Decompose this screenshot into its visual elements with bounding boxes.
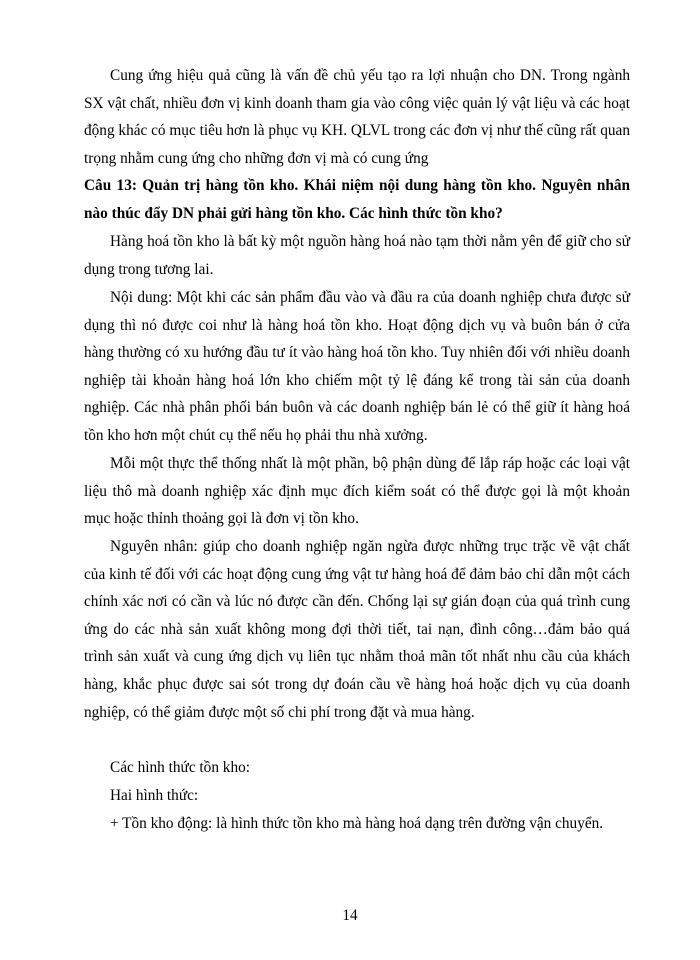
page-number: 14 [342, 907, 358, 924]
paragraph-inventory-definition: Hàng hoá tồn kho là bất kỳ một nguồn hàng hoá nào tạm thời nằm yên để giữ cho sử dụng trong tương lai. [84, 233, 630, 278]
paragraph-content: Nội dung: Một khi các sản phẩm đầu vào và đầu ra của doanh nghiệp chưa được sử dụng thì nó được coi như là hàng hoá tồn kho. Hoạt động dịch vụ và buôn bán ở cửa hàng thường có xu hướng đầu tư ít vào hàng hoá tồn kho. Tuy nhiên đối với nhiều doanh nghiệp tài khoản hàng hoá lớn kho chiếm một tỷ lệ đáng kể trong tài sản của doanh nghiệp. Các nhà phân phối bán buôn và các doanh nghiệp bán lẻ có thể giữ ít hàng hoá tồn kho hơn một chút cụ thể nếu họ phải thu nhà xưởng. [84, 289, 630, 444]
paragraph-inventory-unit: Mỗi một thực thể thống nhất là một phần, bộ phận dùng để lắp ráp hoặc các loại vật liệu thô mà doanh nghiệp xác định mục đích kiểm soát có thể được gọi là một khoản mục hoặc thỉnh thoảng gọi là đơn vị tồn kho. [84, 455, 630, 528]
paragraph-reasons: Nguyên nhân: giúp cho doanh nghiệp ngăn ngừa được những trục trặc về vật chất của kinh tế đối với các hoạt động cung ứng vật tư hàng hoá để đảm bảo chỉ dẫn một cách chính xác nơi có cần và lúc nó được cần đến. Chống lại sự gián đoạn của quá trình cung ứng do các nhà sản xuất không mong đợi thời tiết, tai nạn, đình công…đảm bảo quá trình sản xuất và cung ứng dịch vụ liên tục nhằm thoả mãn tốt nhất nhu cầu của khách hàng, khắc phục được sai sót trong dự đoán cầu về hàng hoá hoặc dịch vụ của doanh nghiệp, có thể giảm được một số chi phí trong đặt và mua hàng. [84, 538, 630, 721]
paragraph-two-forms: Hai hình thức: [110, 787, 199, 804]
paragraph-supply-efficiency: Cung ứng hiệu quả cũng là vấn đề chủ yếu tạo ra lợi nhuận cho DN. Trong ngành SX vật chất, nhiều đơn vị kinh doanh tham gia vào công việc quản lý vật liệu và các hoạt động khác có mục tiêu hơn là phục vụ KH. QLVL trong các đơn vị như thế cũng rất quan trọng nhằm cung ứng cho những đơn vị mà có cung ứng [84, 67, 630, 167]
paragraph-inventory-forms: Các hình thức tồn kho: [110, 759, 250, 776]
paragraph-dynamic-inventory: + Tồn kho động: là hình thức tồn kho mà hàng hoá dạng trên đường vận chuyển. [110, 815, 604, 832]
question-13-heading: Câu 13: Quản trị hàng tồn kho. Khái niệm nội dung hàng tồn kho. Nguyên nhân nào thúc đẩy DN phải gửi hàng tồn kho. Các hình thức tồn kho? [84, 177, 630, 222]
